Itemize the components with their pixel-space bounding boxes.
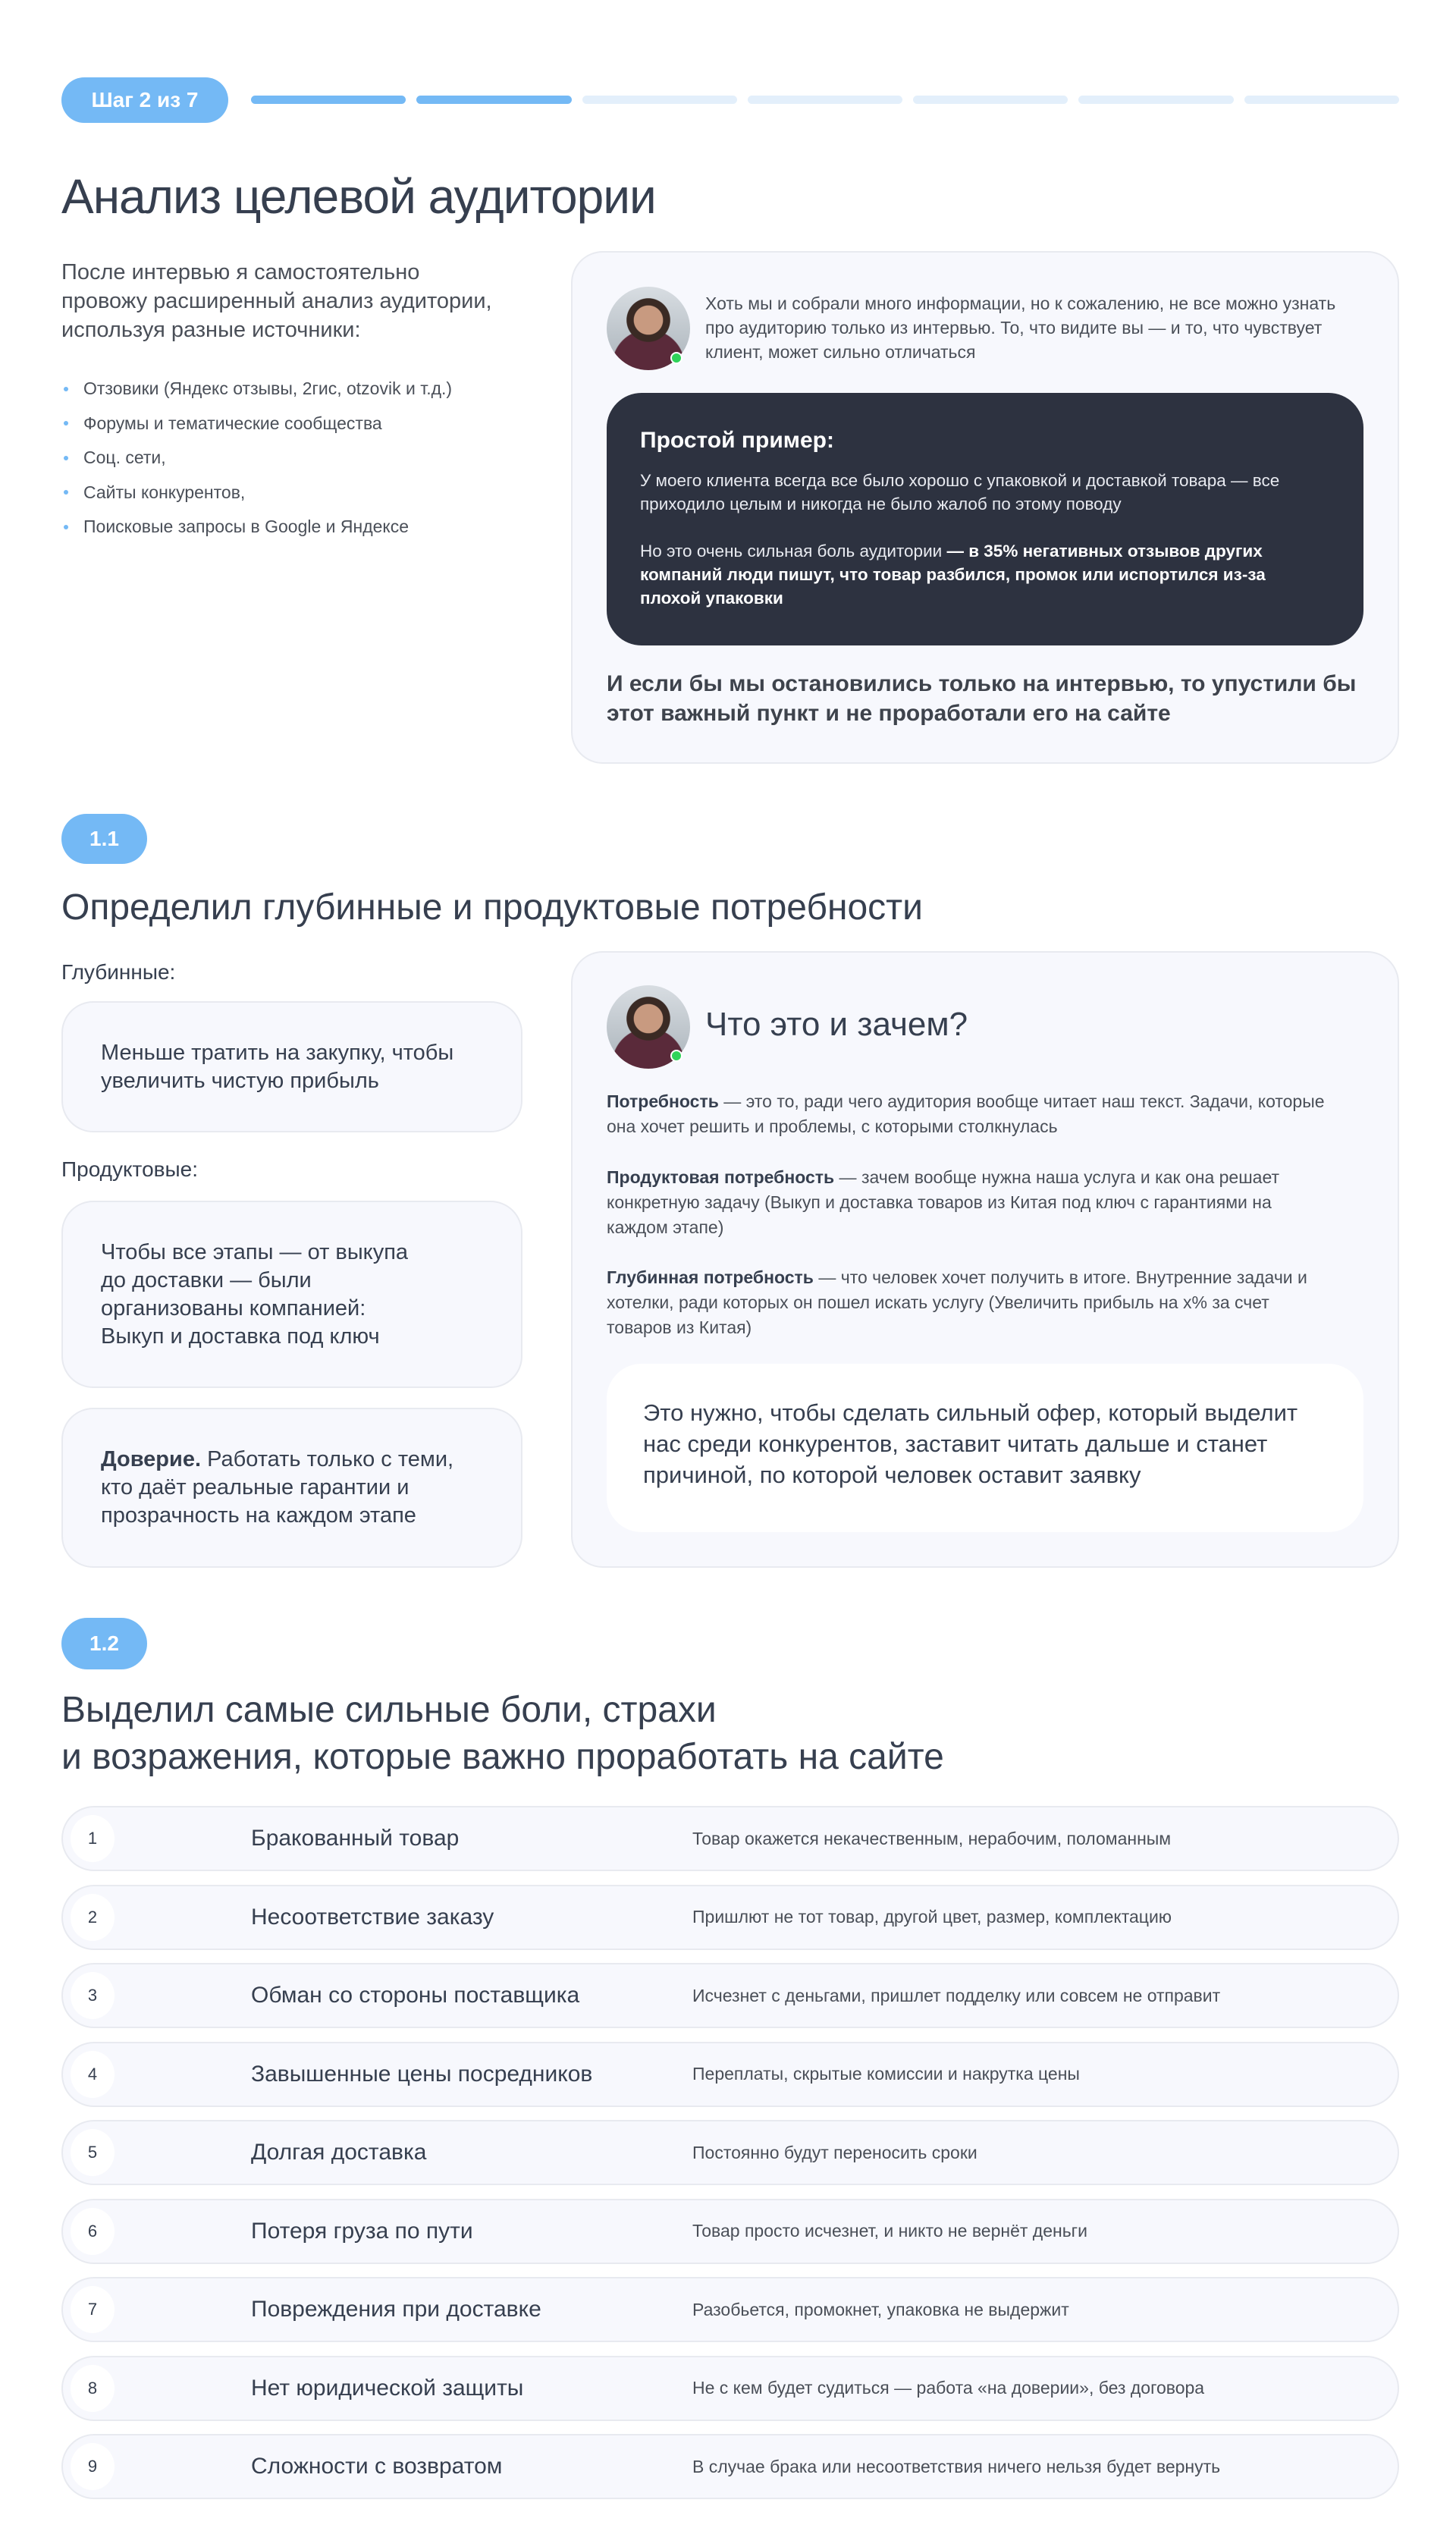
- pain-row: [61, 2277, 1399, 2342]
- pain-description: Постоянно будут переносить сроки: [692, 2142, 977, 2162]
- card-title: Что это и зачем?: [705, 1006, 968, 1043]
- step-badge: Шаг 2 из 7: [61, 77, 228, 123]
- pain-row: [61, 1885, 1399, 1950]
- pain-row: [61, 1806, 1399, 1871]
- example-box: [607, 393, 1363, 645]
- example-text-1: У моего клиента всегда все было хорошо с упаковкой и доставкой товара — все приходило целым и никогда не было жалоб по этому поводу: [640, 471, 1280, 513]
- pain-description: Товар окажется некачественным, нерабочим, поломанным: [692, 1828, 1172, 1848]
- pain-description: Разобьется, промокнет, упаковка не выдержит: [692, 2299, 1069, 2319]
- pain-description: Пришлют не тот товар, другой цвет, размер, комплектацию: [692, 1907, 1172, 1927]
- online-status-icon: [670, 1050, 682, 1062]
- pain-title: Бракованный товар: [251, 1826, 460, 1851]
- progress-segment: [416, 96, 571, 104]
- example-title: Простой пример:: [640, 428, 834, 453]
- row-number: 5: [71, 2129, 115, 2176]
- list-item: Отзовики (Яндекс отзывы, 2гис, otzovik и т.д.): [61, 372, 452, 407]
- list-item: Сайты конкурентов,: [61, 476, 452, 510]
- pain-title: Несоответствие заказу: [251, 1904, 494, 1930]
- conclusion-text: И если бы мы остановились только на интервью, то упустили бы этот важный пункт и не проработали его на сайте: [607, 671, 1357, 726]
- sources-list: [61, 372, 452, 545]
- pain-row: [61, 2434, 1399, 2499]
- pain-row: [61, 2356, 1399, 2421]
- pain-title: Нет юридической защиты: [251, 2375, 524, 2401]
- row-number: 9: [71, 2443, 115, 2490]
- deep-need-card: Меньше тратить на закупку, чтобы увеличить чистую прибыль: [61, 1001, 522, 1132]
- intro-text: После интервью я самостоятельно провожу расширенный анализ аудитории, используя разные источники:: [61, 260, 492, 342]
- pain-description: Не с кем будет судиться — работа «на доверии», без договора: [692, 2378, 1205, 2398]
- pain-row: [61, 2120, 1399, 2185]
- pain-description: Исчезнет с деньгами, пришлет подделку или совсем не отправит: [692, 1985, 1221, 2005]
- pain-title: Сложности с возвратом: [251, 2454, 503, 2479]
- pain-row: [61, 1963, 1399, 2028]
- progress-segment: [582, 96, 737, 104]
- definition: Глубинная потребность — что человек хочет получить в итоге. Внутренние задачи и хотелки, ради которых он пошел искать услугу (Увеличить прибыль на х% за счет товаров из Китая): [607, 1267, 1307, 1337]
- note-text: Хоть мы и собрали много информации, но к сожалению, не все можно узнать про аудиторию только из интервью. То, что видите вы — и то, что чувствует клиент, может сильно отличаться: [705, 294, 1336, 362]
- list-item: Соц. сети,: [61, 441, 452, 476]
- progress-segment: [1078, 96, 1233, 104]
- pain-title: Повреждения при доставке: [251, 2297, 541, 2322]
- page-title: Анализ целевой аудитории: [61, 169, 656, 224]
- pain-description: В случае брака или несоответствия ничего нельзя будет вернуть: [692, 2456, 1221, 2476]
- online-status-icon: [670, 352, 682, 364]
- pain-title: Обман со стороны поставщика: [251, 1983, 580, 2008]
- section-title: Выделил самые сильные боли, страхи и возражения, которые важно проработать на сайте: [61, 1690, 944, 1777]
- row-number: 2: [71, 1894, 115, 1941]
- section-title: Определил глубинные и продуктовые потребности: [61, 887, 923, 928]
- deep-label: Глубинные:: [61, 960, 176, 984]
- pain-description: Переплаты, скрытые комиссии и накрутка цены: [692, 2064, 1080, 2084]
- section-badge: 1.2: [61, 1618, 147, 1669]
- row-number: 7: [71, 2286, 115, 2333]
- progress-segment: [1244, 96, 1399, 104]
- bullet-icon: [64, 490, 68, 495]
- pain-row: [61, 2042, 1399, 2107]
- why-box: Это нужно, чтобы сделать сильный офер, который выделит нас среди конкурентов, заставит читать дальше и станет причиной, по которой человек оставит заявку: [607, 1364, 1363, 1532]
- row-number: 8: [71, 2365, 115, 2412]
- definition: Потребность — это то, ради чего аудитория вообще читает наш текст. Задачи, которые она хочет решить и проблемы, с которыми столкнулась: [607, 1091, 1325, 1136]
- bullet-icon: [64, 525, 68, 529]
- progress-bar: [251, 96, 1399, 104]
- row-number: 4: [71, 2051, 115, 2098]
- list-item: Форумы и тематические сообщества: [61, 407, 452, 441]
- definition: Продуктовая потребность — зачем вообще нужна наша услуга и как она решает конкретную задачу (Выкуп и доставка товаров из Китая под ключ с гарантиями на каждом этапе): [607, 1167, 1280, 1237]
- row-number: 3: [71, 1972, 115, 2019]
- row-number: 1: [71, 1815, 115, 1862]
- pain-description: Товар просто исчезнет, и никто не вернёт деньги: [692, 2221, 1087, 2241]
- pain-title: Потеря груза по пути: [251, 2218, 473, 2244]
- list-item: Поисковые запросы в Google и Яндексе: [61, 510, 452, 545]
- row-number: 6: [71, 2208, 115, 2255]
- bullet-icon: [64, 456, 68, 460]
- pain-title: Долгая доставка: [251, 2140, 427, 2165]
- progress-segment: [748, 96, 902, 104]
- progress-segment: [251, 96, 406, 104]
- example-text-2: Но это очень сильная боль аудитории — в 35% негативных отзывов других компаний люди пишут, что товар разбился, промок или испортился из-за плохой упаковки: [640, 542, 1266, 608]
- pain-row: [61, 2199, 1399, 2264]
- progress-segment: [913, 96, 1068, 104]
- product-label: Продуктовые:: [61, 1157, 198, 1181]
- trust-need-card: Доверие. Работать только с теми, кто даёт реальные гарантии и прозрачность на каждом этапе: [61, 1408, 522, 1568]
- pain-title: Завышенные цены посредников: [251, 2061, 593, 2087]
- bullet-icon: [64, 421, 68, 426]
- bullet-icon: [64, 387, 68, 391]
- product-need-card: Чтобы все этапы — от выкупа до доставки — были организованы компанией: Выкуп и доставка под ключ: [61, 1201, 522, 1388]
- section-badge: 1.1: [61, 814, 147, 864]
